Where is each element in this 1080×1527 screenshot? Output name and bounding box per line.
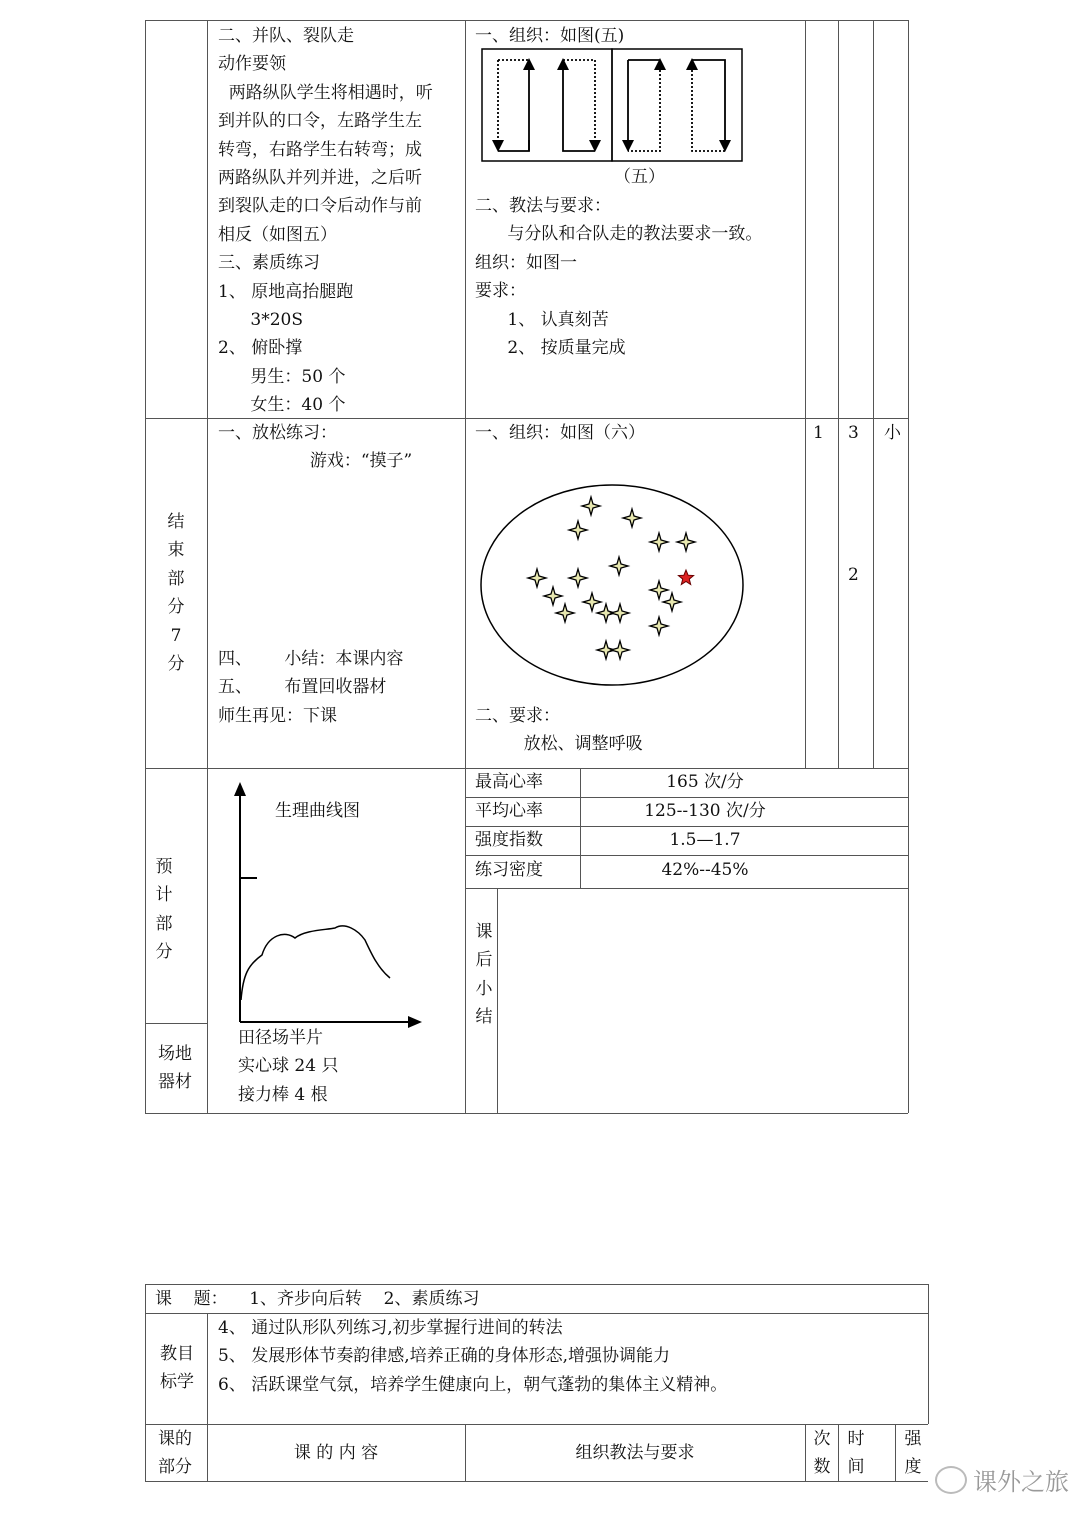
- text-line: 3*20S: [218, 310, 304, 331]
- metric-value: 1.5—1.7: [669, 830, 741, 850]
- header-count: 次数: [813, 1429, 831, 1478]
- text-line: 与分队和合队走的教法要求一致。: [475, 224, 763, 245]
- text-line: 到裂队走的口令后动作与前: [218, 196, 422, 217]
- text-line: 要求：: [475, 281, 526, 302]
- time-value: 3: [848, 423, 859, 443]
- goal-item: 5、 发展形体节奏韵律感,培养正确的身体形态,增强协调能力: [218, 1346, 671, 1367]
- watermark: [935, 1462, 1069, 1497]
- text-line: 2、 按质量完成: [475, 338, 626, 359]
- metric-label: 练习密度: [475, 860, 543, 880]
- header-intensity: 强度: [904, 1429, 922, 1478]
- text-line: 二、教法与要求：: [475, 196, 611, 216]
- org-title-six: 一、组织：如图（六）: [475, 423, 645, 443]
- text-line: 到并队的口令，左路学生左: [218, 111, 422, 132]
- metric-label: 平均心率: [475, 801, 543, 821]
- time-value: 2: [848, 565, 859, 585]
- venue-lines: [238, 1024, 338, 1109]
- metric-label: 最高心率: [475, 772, 543, 792]
- text-line: 二、要求：: [475, 706, 560, 726]
- text-line: 接力棒 4 根: [238, 1084, 328, 1105]
- watermark-text: 课外之旅: [973, 1468, 1069, 1496]
- header-org: 组织教法与要求: [575, 1443, 695, 1463]
- text-line: 放松、调整呼吸: [475, 734, 643, 755]
- header-time: 时间: [847, 1429, 865, 1478]
- text-line: 四、 小结：本课内容: [218, 649, 404, 669]
- after-class-summary-label: 课后小结: [475, 922, 493, 1028]
- header-part: 课的部分: [158, 1429, 192, 1478]
- text-line: 转弯，右路学生右转弯；成: [218, 139, 422, 160]
- org-title: 一、组织：如图(五): [475, 26, 625, 46]
- text-line: 女生：40 个: [218, 395, 346, 416]
- count-value: 1: [813, 423, 824, 443]
- text-line: 五、 布置回收器材: [218, 677, 387, 698]
- metric-value: 125--130 次/分: [644, 801, 766, 821]
- text-line: 两路纵队并列并进，之后听: [218, 168, 422, 189]
- section-label-end: 结束部分7分: [167, 512, 185, 675]
- lesson-topic: 课 题： 1、齐步向后转 2、素质练习: [155, 1289, 480, 1309]
- header-content: 课 的 内 容: [293, 1443, 379, 1463]
- text-line: 2、 俯卧撑: [218, 338, 303, 359]
- section-label-estimate: 预计部分: [155, 857, 173, 963]
- text-line: 田径场半片: [238, 1028, 323, 1048]
- goals-list: [218, 1314, 727, 1399]
- text-line: 游戏：“摸子”: [218, 451, 413, 472]
- text-line: 动作要领: [218, 54, 286, 75]
- text-line: 师生再见：下课: [218, 705, 337, 726]
- text-line: 二、并队、裂队走: [218, 26, 354, 46]
- goal-item: 4、 通过队形队列练习,初步掌握行进间的转法: [218, 1318, 563, 1338]
- metric-label: 强度指数: [475, 830, 543, 850]
- intensity-value: 小: [884, 423, 901, 443]
- text-line: 男生：50 个: [218, 366, 346, 387]
- text-line: 三、素质练习: [218, 253, 320, 274]
- goal-item: 6、 活跃课堂气氛，培养学生健康向上，朝气蓬勃的集体主义精神。: [218, 1374, 728, 1395]
- text-line: 1、 原地高抬腿跑: [218, 281, 354, 302]
- goals-label: 教目标学: [160, 1344, 194, 1393]
- text-line: 组织：如图一: [475, 252, 577, 273]
- text-line: 两路纵队学生将相遇时，听: [218, 82, 433, 103]
- text-line: 实心球 24 只: [238, 1056, 339, 1077]
- text-line: 一、放松练习：: [218, 423, 337, 443]
- text-line: 相反（如图五）: [218, 224, 337, 245]
- metric-value: 165 次/分: [666, 772, 744, 792]
- venue-label: 场地器材: [158, 1044, 192, 1093]
- text-line: 1、 认真刻苦: [475, 309, 609, 330]
- chart-title: 生理曲线图: [275, 801, 360, 821]
- wechat-icon: [935, 1466, 967, 1494]
- metric-value: 42%--45%: [661, 860, 749, 880]
- figure-caption: （五）: [614, 167, 665, 187]
